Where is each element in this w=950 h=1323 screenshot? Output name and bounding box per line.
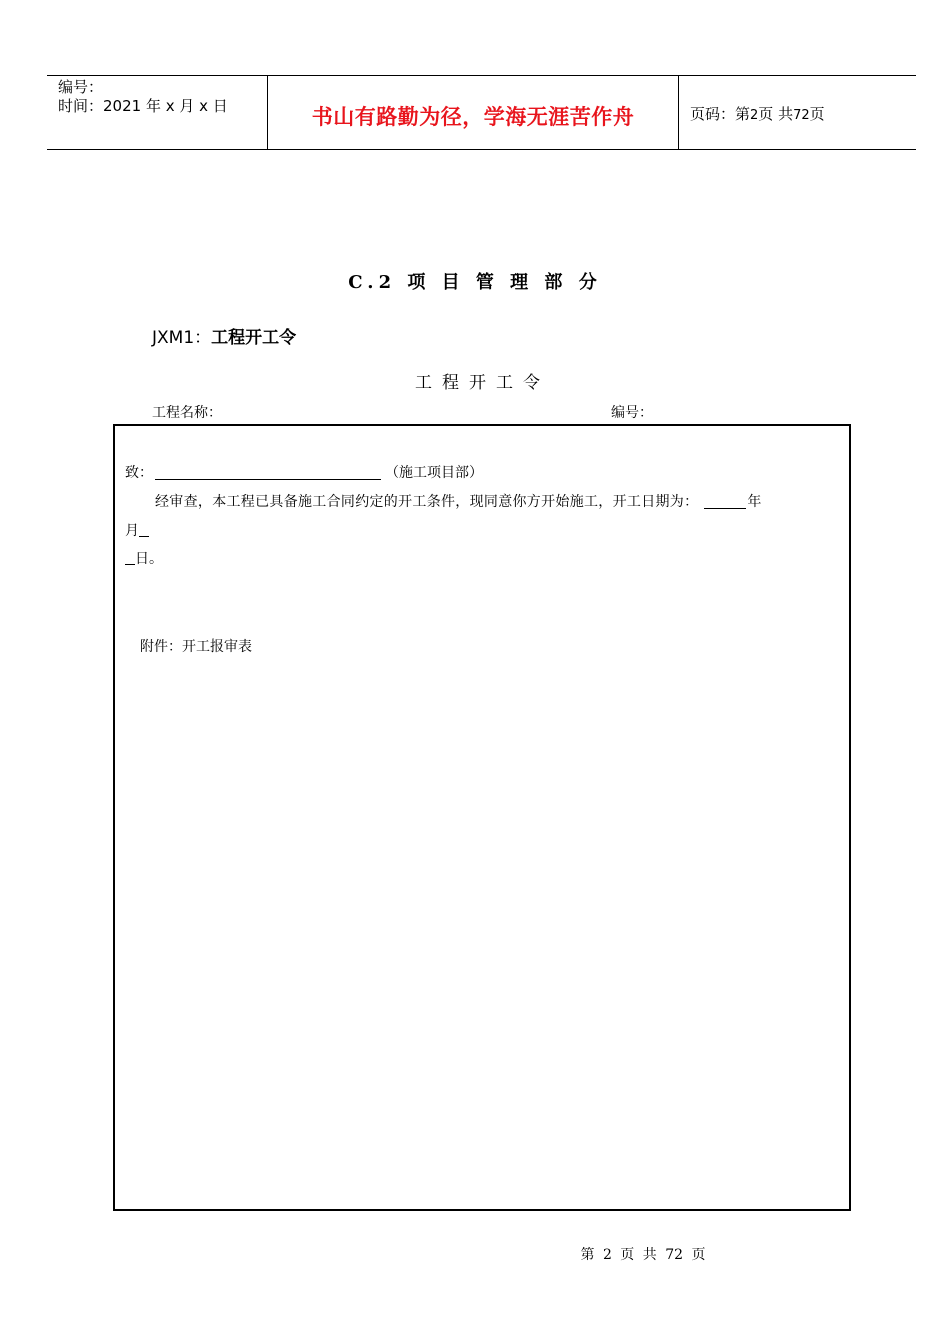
- header-top-rule: [47, 75, 916, 76]
- header-page-prefix: 页码：第: [690, 105, 751, 123]
- header-divider-right: [678, 75, 679, 150]
- day-label: 日。: [135, 551, 163, 567]
- month-label: 月: [125, 523, 139, 539]
- header-bottom-rule: [47, 149, 916, 150]
- subhead-code: JXM1：: [152, 328, 212, 348]
- section-title: C.2 项 目 管 理 部 分: [348, 272, 602, 293]
- subhead-title: 工程开工令: [211, 328, 297, 348]
- addressee-line: [125, 462, 483, 482]
- header-page-info: [690, 103, 825, 124]
- body-text-line: [155, 491, 762, 511]
- header-time-label: 时间：2021 年 x 月 x 日: [58, 97, 228, 115]
- year-blank[interactable]: [704, 492, 746, 509]
- form-title: 工程开工令: [415, 373, 550, 393]
- month-blank[interactable]: [139, 522, 149, 537]
- day-line: [125, 548, 163, 568]
- page-footer: 第 2 页 共 72 页: [580, 1247, 706, 1263]
- body-text: 经审查，本工程已具备施工合同约定的开工条件，现同意你方开始施工，开工日期为：: [155, 494, 699, 510]
- form-number-label: 编号：: [611, 405, 653, 421]
- addressee-suffix: （施工项目部）: [385, 465, 483, 481]
- header-number-label: 编号：: [58, 78, 104, 96]
- addressee-blank[interactable]: [155, 463, 381, 480]
- month-line: [125, 520, 149, 540]
- addressee-label: 致：: [125, 465, 153, 481]
- attachment-line: 附件：开工报审表: [140, 639, 252, 655]
- project-name-label: 工程名称：: [152, 405, 222, 421]
- header-motto: 书山有路勤为径，学海无涯苦作舟: [311, 105, 635, 129]
- header-page-total: 72: [793, 108, 810, 123]
- year-label: 年: [747, 494, 762, 510]
- header-page-mid: 页 共: [758, 105, 794, 123]
- header-page-suffix: 页: [809, 105, 825, 123]
- header-meta: [58, 78, 228, 116]
- subhead: [152, 323, 296, 348]
- form-box: [113, 424, 851, 1211]
- header-page-current: 2: [750, 108, 759, 123]
- day-blank[interactable]: [125, 550, 135, 565]
